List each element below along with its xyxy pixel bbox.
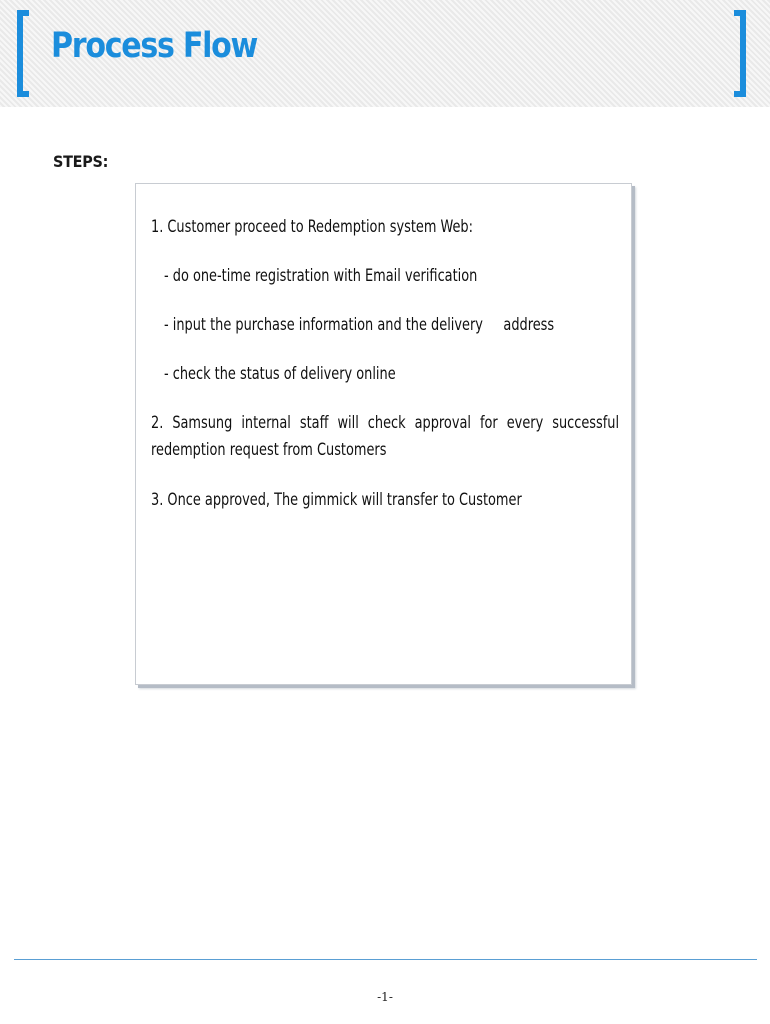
- footer-rule: [14, 959, 757, 960]
- page-number: -1-: [377, 990, 393, 1004]
- left-bracket-icon: [17, 10, 29, 97]
- right-bracket-icon: [734, 10, 746, 97]
- steps-heading: STEPS:: [53, 152, 109, 171]
- step-3: 3. Once approved, The gimmick will transfer to Customer: [151, 490, 522, 509]
- step-1-purchase-info: - input the purchase information and the delivery address: [164, 315, 555, 334]
- step-1-registration: - do one-time registration with Email verification: [164, 266, 478, 285]
- step-2: 2. Samsung internal staff will check approval for every successful redemption request from Customers: [151, 413, 620, 459]
- page-title: Process Flow: [51, 26, 258, 66]
- step-1: 1. Customer proceed to Redemption system Web:: [151, 217, 473, 236]
- header-band: [0, 0, 770, 107]
- step-1-delivery-status: - check the status of delivery online: [164, 364, 396, 383]
